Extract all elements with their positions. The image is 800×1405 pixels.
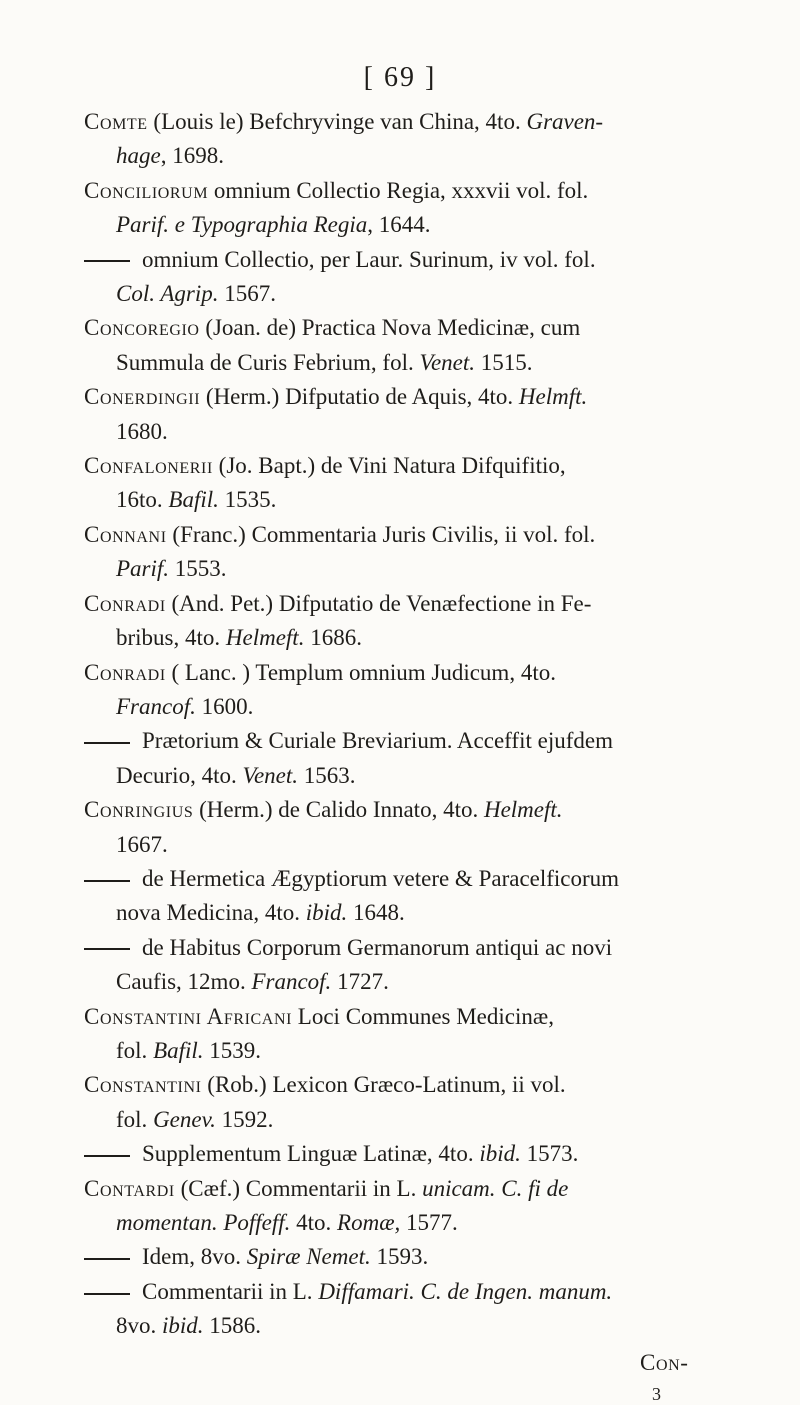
catalog-entry (84, 656, 724, 725)
entry-year: 1600. (195, 693, 254, 719)
entry-imprint: Diffamari. C. de Ingen. manum. (318, 1278, 613, 1304)
entry-text: Caufis, 12mo. (116, 969, 252, 995)
signature-mark: 3 (652, 1384, 661, 1404)
ditto-dash (84, 1293, 130, 1295)
entry-year: 1592. (215, 1106, 274, 1132)
catalog-entry (84, 724, 724, 793)
entry-text: 16to. (116, 487, 169, 513)
entry-author: Concoregio (84, 315, 200, 341)
entry-imprint: Graven- (526, 109, 604, 134)
ditto-dash (84, 260, 130, 262)
entry-text: 8vo. (116, 1313, 162, 1339)
entry-text: (Joan. de) Practica Nova Medicinæ, cum (199, 315, 581, 341)
entry-text: (Rob.) Lexicon Græco-Latinum, ii vol. (201, 1072, 566, 1098)
catalog-entry (84, 311, 724, 380)
entry-text: 1667. (116, 831, 168, 857)
entry-imprint: Francof. (251, 969, 332, 995)
catalog-entry (84, 1172, 724, 1241)
entry-author: Conradi (84, 659, 166, 685)
entry-text: Supplementum Linguæ Latinæ, 4to. (142, 1141, 480, 1167)
entry-text: Commentarii in L. (142, 1278, 319, 1304)
entry-list (84, 105, 724, 1344)
entry-year: 1593. (370, 1244, 429, 1270)
entry-year: 1586. (203, 1313, 262, 1339)
catalog-entry (84, 1000, 724, 1069)
entry-text: fol. (116, 1106, 154, 1132)
entry-imprint: hage (116, 143, 161, 169)
entry-text: de Habitus Corporum Germanorum antiqui ac novi (142, 934, 613, 960)
entry-author: Constantini (84, 1072, 202, 1098)
entry-year: 1539. (203, 1037, 262, 1063)
catalog-entry (84, 105, 724, 174)
entry-imprint: Francof. (116, 693, 196, 719)
ditto-dash (84, 1155, 130, 1157)
entry-year: 4to. (290, 1210, 338, 1235)
catalog-entry (84, 518, 724, 587)
entry-text: (Franc.) Commentaria Juris Civilis, ii vol. fol. (166, 521, 596, 547)
entry-imprint: Col. Agrip. (116, 281, 219, 307)
entry-text: (And. Pet.) Difputatio de Venæfectione in Fe- (165, 590, 592, 616)
entry-author: Connani (84, 521, 167, 547)
entry-imprint: Venet. (242, 762, 299, 788)
entry-author: Constantini Africani (84, 1003, 293, 1029)
entry-year: 1573. (520, 1141, 579, 1167)
catalog-entry (84, 449, 724, 518)
catalog-entry (84, 380, 724, 449)
entry-author: Contardi (84, 1175, 175, 1201)
entry-year: 1535. (218, 487, 277, 513)
catalog-entry (84, 1240, 724, 1274)
entry-imprint: Bafil. (153, 1037, 204, 1063)
entry-author: Conringius (84, 797, 194, 823)
entry-imprint: Helmft. (518, 384, 588, 410)
entry-year: , 1644. (367, 212, 431, 238)
entry-imprint: Genev. (153, 1106, 216, 1132)
entry-year: , 1698. (160, 143, 224, 169)
entry-imprint: Helmeft. (225, 625, 305, 651)
catalog-entry (84, 793, 724, 862)
catalog-entry (84, 862, 724, 931)
entry-year: 1727. (331, 969, 389, 995)
catalog-entry (84, 243, 724, 312)
entry-year: 1567. (218, 281, 276, 307)
entry-author: Conerdingii (84, 384, 201, 410)
entry-imprint: Spiræ Nemet. (246, 1244, 371, 1270)
entry-text: (Cæf.) Commentarii in L. (174, 1175, 423, 1201)
entry-imprint: Romæ, (337, 1210, 401, 1235)
entry-text: (Jo. Bapt.) de Vini Natura Difquifitio, (212, 453, 566, 479)
entry-text: (Herm.) Difputatio de Aquis, 4to. (200, 384, 519, 410)
entry-author: Comte (84, 109, 148, 134)
entry-year: 1563. (298, 762, 356, 788)
entry-text: ( Lanc. ) Templum omnium Judicum, 4to. (165, 659, 556, 685)
entry-imprint: Bafil. (168, 487, 219, 513)
entry-text: Idem, 8vo. (142, 1244, 247, 1270)
entry-text: Summula de Curis Febrium, fol. (116, 349, 420, 375)
entry-imprint: Parif. e Typographia Regia (116, 212, 368, 238)
catalog-entry (84, 1068, 724, 1137)
ditto-dash (84, 948, 130, 950)
entry-author: Conradi (84, 590, 166, 616)
entry-text: Decurio, 4to. (116, 762, 243, 788)
entry-imprint: Helmeft. (483, 797, 563, 823)
entry-year: 1648. (347, 900, 405, 926)
catalog-entry (84, 931, 724, 1000)
entry-year: 1553. (169, 556, 227, 582)
entry-text: omnium Collectio Regia, xxxvii vol. fol. (208, 177, 589, 203)
entry-text: nova Medicina, 4to. (116, 900, 306, 926)
entry-text: bribus, 4to. (116, 625, 226, 651)
entry-text: omnium Collectio, per Laur. Surinum, iv vol. fol. (142, 246, 596, 272)
page-number: [ 69 ] (363, 62, 437, 93)
entry-imprint: Parif. (116, 556, 170, 582)
catalog-entry (84, 1137, 724, 1171)
entry-text: (Louis le) Befchryvinge van China, 4to. (147, 109, 527, 134)
catalog-entry (84, 1275, 724, 1344)
entry-text: (Herm.) de Calido Innato, 4to. (193, 797, 484, 823)
entry-text: Prætorium & Curiale Breviarium. Acceffit ejufdem (142, 728, 613, 754)
entry-imprint: ibid. (162, 1313, 204, 1339)
catchword: Con- (640, 1350, 689, 1375)
entry-imprint: unicam. C. fi de (422, 1175, 569, 1201)
ditto-dash (84, 1258, 130, 1260)
catalog-entry (84, 587, 724, 656)
entry-imprint: momentan. Poffeff. (116, 1210, 291, 1235)
entry-imprint: Venet. (419, 349, 476, 375)
entry-text: de Hermetica Ægyptiorum vetere & Paracelficorum (142, 865, 620, 891)
entry-author: Conciliorum (84, 177, 209, 203)
entry-text: Loci Communes Medicinæ, (292, 1003, 554, 1029)
entry-author: Confalonerii (84, 453, 213, 479)
entry-imprint: ibid. (305, 900, 348, 926)
ditto-dash (84, 880, 130, 882)
entry-imprint: ibid. (479, 1141, 521, 1167)
entry-year: 1577. (400, 1210, 458, 1235)
entry-text: fol. (116, 1037, 154, 1063)
catalog-entry (84, 174, 724, 243)
entry-text: 1680. (116, 418, 168, 444)
entry-year: 1515. (475, 349, 533, 375)
entry-year: 1686. (304, 625, 362, 651)
ditto-dash (84, 742, 130, 744)
